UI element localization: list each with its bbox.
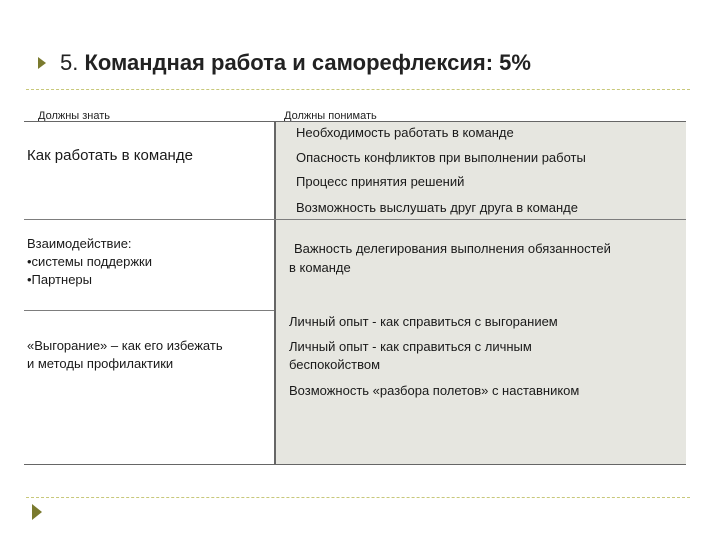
content-table xyxy=(24,121,686,465)
row-divider-2-left xyxy=(24,310,274,311)
row2-left-3: •Партнеры xyxy=(27,272,93,287)
header-right: Должны понимать xyxy=(284,110,377,122)
row1-right-4: Возможность выслушать друг друга в команде xyxy=(296,200,578,215)
top-divider xyxy=(26,89,690,90)
row1-right-2: Опасность конфликтов при выполнении работы xyxy=(296,150,586,165)
row3-right-3: беспокойством xyxy=(289,357,381,372)
footer-triangle-icon xyxy=(32,504,42,520)
row2-right-2: в команде xyxy=(289,260,351,275)
title-number: 5. xyxy=(60,50,79,75)
row2-left-1: Взаимодействие: xyxy=(27,236,132,251)
row3-left-1: «Выгорание» – как его избежать xyxy=(27,338,223,353)
header-left: Должны знать xyxy=(38,110,111,122)
row2-right-1: Важность делегирования выполнения обязанностей xyxy=(294,241,611,256)
row2-left-2: •системы поддержки xyxy=(27,254,153,269)
slide-title xyxy=(60,50,531,76)
row3-right-4: Возможность «разбора полетов» с наставником xyxy=(289,383,580,398)
row3-right-1: Личный опыт - как справиться с выгоранием xyxy=(289,314,558,329)
row-divider-1 xyxy=(24,219,686,220)
left-column xyxy=(24,122,272,464)
title-text: Командная работа и саморефлексия: 5% xyxy=(84,50,531,75)
slide-title-row xyxy=(38,50,531,76)
bottom-divider xyxy=(26,497,690,498)
row3-right-2: Личный опыт - как справиться с личным xyxy=(289,339,532,354)
bullet-triangle-icon xyxy=(38,57,46,69)
row1-right-3: Процесс принятия решений xyxy=(296,174,465,189)
row1-right-1: Необходимость работать в команде xyxy=(296,125,514,140)
row3-left-2: и методы профилактики xyxy=(27,356,174,371)
row1-left: Как работать в команде xyxy=(27,147,193,164)
